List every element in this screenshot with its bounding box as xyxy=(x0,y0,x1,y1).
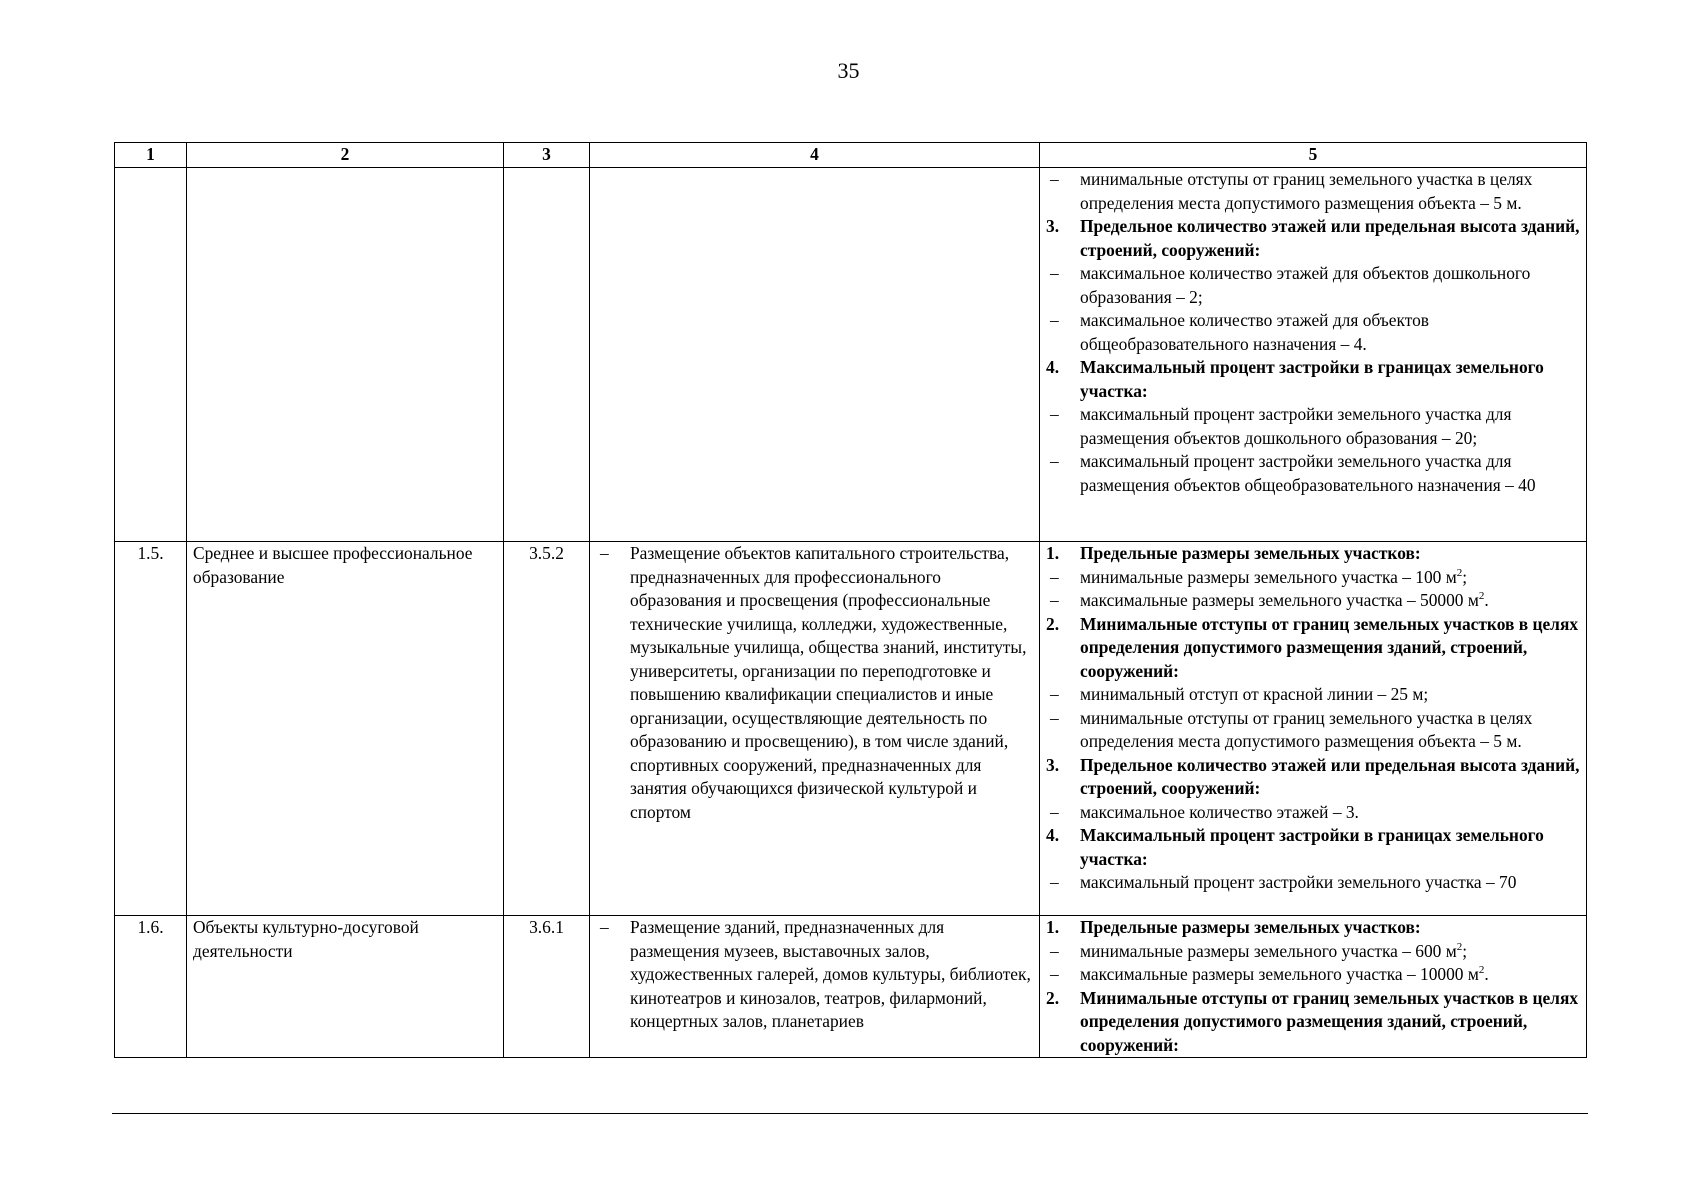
superscript: 2 xyxy=(1456,566,1463,579)
item-marker: – xyxy=(1050,404,1059,424)
table-body xyxy=(115,168,1587,1058)
superscript: 2 xyxy=(1456,940,1463,953)
item-marker: – xyxy=(1050,707,1059,728)
item-marker: 1. xyxy=(1046,543,1060,563)
item-marker: – xyxy=(600,917,609,937)
param-item xyxy=(1046,450,1580,497)
item-text: максимальное количество этажей – 3. xyxy=(1080,801,1359,822)
use-description xyxy=(590,916,1040,1058)
table-row xyxy=(115,542,1587,916)
item-text: Максимальный процент застройки в границах земельного участка: xyxy=(1080,357,1544,401)
param-item xyxy=(1046,566,1580,590)
param-item xyxy=(1046,801,1580,825)
item-text: Размещение зданий, предназначенных для размещения музеев, выставочных залов, художественных галерей, домов культуры, библиотек, кинотеатров и кинозалов, театров, филармоний, концертных залов, планетариев xyxy=(630,917,1031,1031)
description-item xyxy=(596,916,1033,1034)
item-text: Предельное количество этажей или предельная высота зданий, строений, сооружений: xyxy=(1080,216,1580,260)
item-text: максимальные размеры земельного участка – 50000 $м^2$. xyxy=(1080,590,1489,610)
item-marker: 2. xyxy=(1046,987,1060,1008)
table-row xyxy=(115,916,1587,1058)
item-text: Предельные размеры земельных участков: xyxy=(1080,917,1421,937)
item-marker: 4. xyxy=(1046,825,1060,845)
item-marker: 3. xyxy=(1046,216,1060,236)
item-text: максимальные размеры земельного участка – 10000 $м^2$. xyxy=(1080,964,1489,984)
param-item xyxy=(1046,309,1580,356)
parameters-cell xyxy=(1040,542,1587,916)
item-text: максимальное количество этажей для объектов дошкольного образования – 2; xyxy=(1080,263,1531,307)
item-marker: – xyxy=(1050,169,1059,189)
item-text: Предельное количество этажей или предельная высота зданий, строений, сооружений: xyxy=(1080,754,1580,798)
item-marker: 3. xyxy=(1046,754,1060,775)
use-name: Среднее и высшее профессиональное образование xyxy=(187,542,504,916)
param-heading xyxy=(1046,356,1580,403)
row-number xyxy=(115,168,187,542)
item-marker: 1. xyxy=(1046,917,1060,937)
item-marker: – xyxy=(1050,451,1059,471)
table-header-row xyxy=(115,143,1587,168)
use-code: 3.5.2 xyxy=(504,542,590,916)
item-marker: – xyxy=(1050,310,1059,330)
item-text: минимальные размеры земельного участка – 600 $м^2$; xyxy=(1080,940,1468,961)
table-row xyxy=(115,168,1587,542)
item-marker: – xyxy=(1050,872,1059,892)
parameters-cell xyxy=(1040,916,1587,1058)
description-item xyxy=(596,542,1033,824)
item-text: Максимальный процент застройки в границах земельного участка: xyxy=(1080,825,1544,869)
item-text: максимальный процент застройки земельного участка для размещения объектов дошкольного образования – 20; xyxy=(1080,404,1512,448)
param-item xyxy=(1046,940,1580,964)
use-code: 3.6.1 xyxy=(504,916,590,1058)
item-text: минимальный отступ от красной линии – 25 м; xyxy=(1080,684,1429,704)
item-text: Размещение объектов капитального строительства, предназначенных для профессионального образования и просвещения (профессиональные технические училища, колледжи, художественные, музыкальные училища, общества знаний, институты, университеты, организации по переподготовке и повышению квалификации специалистов и иные организации, осуществляющие деятельность по образованию и просвещению), в том числе зданий, спортивных сооружений, предназначенных для занятия обучающихся физической культурой и спортом xyxy=(630,543,1027,822)
superscript: 2 xyxy=(1478,964,1485,977)
item-text: максимальное количество этажей для объектов общеобразовательного назначения – 4. xyxy=(1080,310,1430,354)
superscript: 2 xyxy=(1478,590,1485,603)
regulations-table xyxy=(114,142,1587,1058)
param-item xyxy=(1046,683,1580,707)
item-marker: – xyxy=(1050,801,1059,822)
page-number: 35 xyxy=(837,58,860,83)
item-marker: – xyxy=(1050,940,1059,961)
column-header: 4 xyxy=(590,143,1040,168)
param-item xyxy=(1046,168,1580,215)
param-item xyxy=(1046,963,1580,987)
item-marker: – xyxy=(1050,684,1059,704)
use-code xyxy=(504,168,590,542)
param-heading xyxy=(1046,542,1580,566)
item-text: максимальный процент застройки земельного участка для размещения объектов общеобразовательного назначения – 40 xyxy=(1080,451,1536,495)
param-item xyxy=(1046,589,1580,613)
param-heading xyxy=(1046,613,1580,684)
column-header: 3 xyxy=(504,143,590,168)
item-marker: – xyxy=(1050,263,1059,283)
item-text: минимальные отступы от границ земельного участка в целях определения места допустимого размещения объекта – 5 м. xyxy=(1080,707,1533,751)
use-description xyxy=(590,542,1040,916)
param-heading xyxy=(1046,824,1580,871)
param-heading xyxy=(1046,215,1580,262)
bottom-rule xyxy=(112,1113,1588,1114)
param-item xyxy=(1046,262,1580,309)
param-item xyxy=(1046,871,1580,895)
param-item xyxy=(1046,707,1580,754)
use-description xyxy=(590,168,1040,542)
column-header: 2 xyxy=(187,143,504,168)
row-number: 1.5. xyxy=(115,542,187,916)
item-marker: – xyxy=(600,543,609,563)
column-header: 1 xyxy=(115,143,187,168)
item-text: минимальные размеры земельного участка – 100 $м^2$; xyxy=(1080,566,1468,587)
item-marker: 2. xyxy=(1046,613,1060,634)
row-number: 1.6. xyxy=(115,916,187,1058)
item-marker: – xyxy=(1050,964,1059,984)
item-marker: – xyxy=(1050,566,1059,587)
item-text: минимальные отступы от границ земельного участка в целях определения места допустимого размещения объекта – 5 м. xyxy=(1080,169,1533,213)
item-text: Минимальные отступы от границ земельных участков в целях определения допустимого размещения зданий, строений, сооружений: xyxy=(1080,987,1579,1055)
use-name: Объекты культурно-досуговой деятельности xyxy=(187,916,504,1058)
column-header: 5 xyxy=(1040,143,1587,168)
param-heading xyxy=(1046,987,1580,1058)
item-marker: 4. xyxy=(1046,357,1060,377)
use-name xyxy=(187,168,504,542)
parameters-cell xyxy=(1040,168,1587,542)
item-text: Минимальные отступы от границ земельных участков в целях определения допустимого размещения зданий, строений, сооружений: xyxy=(1080,613,1579,681)
item-marker: – xyxy=(1050,590,1059,610)
param-heading xyxy=(1046,916,1580,940)
param-heading xyxy=(1046,754,1580,801)
item-text: Предельные размеры земельных участков: xyxy=(1080,543,1421,563)
item-text: максимальный процент застройки земельного участка – 70 xyxy=(1080,872,1517,892)
param-item xyxy=(1046,403,1580,450)
